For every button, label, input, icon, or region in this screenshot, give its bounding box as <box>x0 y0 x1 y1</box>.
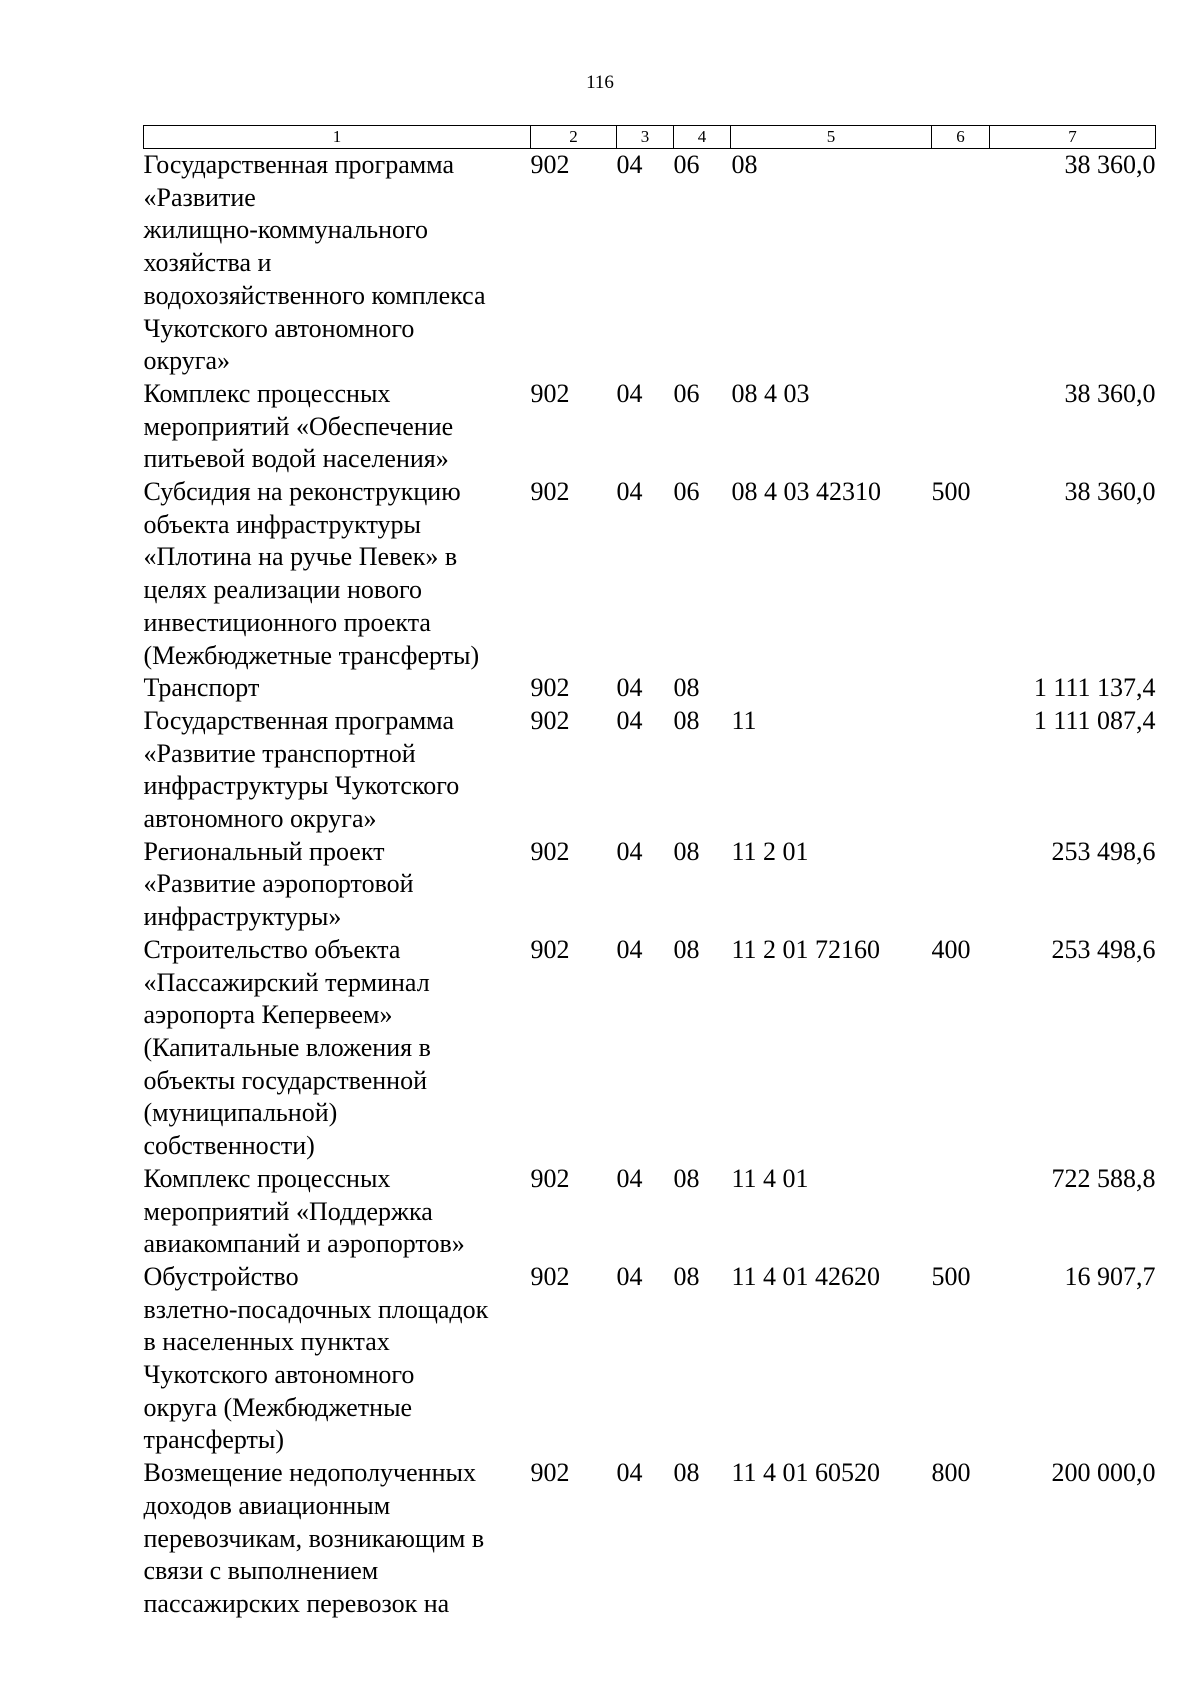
section-code-cell: 04 <box>616 1261 643 1291</box>
row-name-cell <box>144 149 531 378</box>
row-name-line: «Развитие аэропортовой <box>143 869 414 899</box>
column-header-4: 4 <box>674 126 731 149</box>
row-name-line: объекты государственной <box>143 1065 427 1095</box>
amount-cell: 16 907,7 <box>1064 1261 1156 1291</box>
section-code-cell: 04 <box>616 378 643 408</box>
main-manager-code-cell: 902 <box>530 1261 570 1291</box>
row-name-line: мероприятий «Обеспечение <box>143 411 454 441</box>
subsection-code-cell: 08 <box>673 836 700 866</box>
row-name-line: (муниципальной) <box>143 1098 338 1128</box>
row-name-cell <box>144 378 531 476</box>
expense-type-code-cell: 500 <box>931 1261 971 1291</box>
row-name-line: Возмещение недополученных <box>143 1458 476 1488</box>
row-name-line: «Плотина на ручье Певек» в <box>143 542 458 572</box>
table-body <box>144 149 1156 1621</box>
row-name-line: округа (Межбюджетные <box>143 1392 413 1422</box>
row-name-line: Чукотского автономного <box>143 313 415 343</box>
row-name-line: перевозчикам, возникающим в <box>143 1523 485 1553</box>
row-name-line: «Развитие транспортной <box>143 738 416 768</box>
expense-type-code-cell <box>932 378 990 476</box>
row-name-cell <box>144 836 531 934</box>
section-code-cell: 04 <box>616 673 643 703</box>
row-name-line: хозяйства и <box>143 248 272 278</box>
target-article-code-cell: 11 2 01 72160 <box>731 934 881 964</box>
row-name-line: пассажирских перевозок на <box>143 1588 450 1618</box>
row-name-cell <box>144 1457 531 1621</box>
column-header-7: 7 <box>990 126 1156 149</box>
expense-type-code-cell <box>932 705 990 836</box>
section-code-cell: 04 <box>616 477 643 507</box>
row-name-cell <box>144 705 531 836</box>
section-code-cell: 04 <box>616 150 643 179</box>
table-row <box>144 705 1156 836</box>
amount-cell: 722 588,8 <box>1051 1163 1156 1193</box>
subsection-code-cell: 08 <box>673 1458 700 1488</box>
row-name-line: Обустройство <box>143 1261 299 1291</box>
target-article-code-cell: 11 4 01 42620 <box>731 1261 881 1291</box>
row-name-line: Транспорт <box>143 673 260 703</box>
subsection-code-cell: 08 <box>673 1163 700 1193</box>
subsection-code-cell: 08 <box>673 1261 700 1291</box>
row-name-cell <box>144 1163 531 1261</box>
row-name-line: доходов авиационным <box>143 1490 391 1520</box>
expense-type-code-cell <box>932 149 990 378</box>
target-article-code-cell: 08 <box>731 150 758 179</box>
table-row <box>144 1261 1156 1457</box>
main-manager-code-cell: 902 <box>530 836 570 866</box>
row-name-line: Государственная программа <box>143 705 455 735</box>
row-name-line: трансферты) <box>143 1425 285 1455</box>
amount-cell: 1 111 087,4 <box>1033 705 1156 735</box>
target-article-code-cell: 08 4 03 <box>731 378 810 408</box>
row-name-cell <box>144 672 531 705</box>
section-code-cell: 04 <box>616 836 643 866</box>
row-name-line: авиакомпаний и аэропортов» <box>143 1229 465 1259</box>
subsection-code-cell: 08 <box>673 673 700 703</box>
column-header-6: 6 <box>932 126 990 149</box>
target-article-code-cell: 11 <box>731 705 757 735</box>
subsection-code-cell: 08 <box>673 934 700 964</box>
column-header-5: 5 <box>731 126 932 149</box>
expense-type-code-cell: 800 <box>931 1458 971 1488</box>
row-name-line: «Пассажирский терминал <box>143 967 430 997</box>
table-row <box>144 1163 1156 1261</box>
main-manager-code-cell: 902 <box>530 1458 570 1488</box>
row-name-line: аэропорта Кепервеем» <box>143 1000 393 1030</box>
expense-type-code-cell <box>932 672 990 705</box>
expense-type-code-cell <box>932 1163 990 1261</box>
row-name-line: объекта инфраструктуры <box>143 509 421 539</box>
section-code-cell: 04 <box>616 1458 643 1488</box>
main-manager-code-cell: 902 <box>530 673 570 703</box>
row-name-line: водохозяйственного комплекса <box>143 280 486 310</box>
row-name-line: округа» <box>143 346 230 376</box>
column-number-header-row <box>144 126 1156 149</box>
table-row <box>144 934 1156 1163</box>
amount-cell: 253 498,6 <box>1051 934 1156 964</box>
page-number: 116 <box>586 72 614 93</box>
subsection-code-cell: 06 <box>673 378 700 408</box>
row-name-line: собственности) <box>143 1131 315 1161</box>
row-name-line: (Капитальные вложения в <box>143 1032 431 1062</box>
amount-cell: 200 000,0 <box>1051 1458 1156 1488</box>
row-name-line: инвестиционного проекта <box>143 607 431 637</box>
expense-type-code-cell: 500 <box>931 477 971 507</box>
main-manager-code-cell: 902 <box>530 477 570 507</box>
row-name-line: взлетно-посадочных площадок <box>143 1294 489 1324</box>
section-code-cell: 04 <box>616 934 643 964</box>
amount-cell: 38 360,0 <box>1064 150 1156 179</box>
row-name-line: Чукотского автономного <box>143 1360 415 1390</box>
row-name-cell <box>144 1261 531 1457</box>
main-manager-code-cell: 902 <box>530 705 570 735</box>
table-row <box>144 836 1156 934</box>
expense-type-code-cell: 400 <box>931 934 971 964</box>
row-name-line: Субсидия на реконструкцию <box>143 477 461 507</box>
row-name-line: целях реализации нового <box>143 575 422 605</box>
section-code-cell: 04 <box>616 1163 643 1193</box>
row-name-line: связи с выполнением <box>143 1556 379 1586</box>
amount-cell: 38 360,0 <box>1064 477 1156 507</box>
amount-cell: 1 111 137,4 <box>1033 673 1156 703</box>
row-name-line: мероприятий «Поддержка <box>143 1196 433 1226</box>
row-name-line: инфраструктуры Чукотского <box>143 771 460 801</box>
row-name-line: Комплекс процессных <box>143 1163 391 1193</box>
amount-cell: 253 498,6 <box>1051 836 1156 866</box>
row-name-line: в населенных пунктах <box>143 1327 390 1357</box>
row-name-line: Строительство объекта <box>143 934 401 964</box>
amount-cell: 38 360,0 <box>1064 378 1156 408</box>
row-name-cell <box>144 934 531 1163</box>
table-row <box>144 378 1156 476</box>
target-article-code-cell: 08 4 03 42310 <box>731 477 881 507</box>
target-article-code-cell: 11 2 01 <box>731 836 809 866</box>
row-name-line: автономного округа» <box>143 804 377 834</box>
table-row <box>144 476 1156 672</box>
row-name-line: жилищно-коммунального <box>143 215 429 245</box>
main-manager-code-cell: 902 <box>530 1163 570 1193</box>
expense-type-code-cell <box>932 836 990 934</box>
row-name-line: «Развитие <box>143 182 256 212</box>
table-row <box>144 672 1156 705</box>
subsection-code-cell: 06 <box>673 150 700 179</box>
row-name-line: Государственная программа <box>143 150 455 179</box>
target-article-code-cell: 11 4 01 <box>731 1163 809 1193</box>
row-name-cell <box>144 476 531 672</box>
column-header-3: 3 <box>617 126 674 149</box>
row-name-line: (Межбюджетные трансферты) <box>143 640 480 670</box>
target-article-code-cell <box>731 672 932 705</box>
column-header-2: 2 <box>531 126 617 149</box>
table-row <box>144 149 1156 378</box>
row-name-line: питьевой водой населения» <box>143 444 449 474</box>
main-manager-code-cell: 902 <box>530 934 570 964</box>
target-article-code-cell: 11 4 01 60520 <box>731 1458 881 1488</box>
main-manager-code-cell: 902 <box>530 150 570 179</box>
subsection-code-cell: 06 <box>673 477 700 507</box>
row-name-line: Региональный проект <box>143 836 385 866</box>
subsection-code-cell: 08 <box>673 705 700 735</box>
row-name-line: Комплекс процессных <box>143 378 391 408</box>
row-name-line: инфраструктуры» <box>143 902 342 932</box>
column-header-1: 1 <box>144 126 531 149</box>
budget-table <box>143 125 1156 1621</box>
section-code-cell: 04 <box>616 705 643 735</box>
table-row <box>144 1457 1156 1621</box>
main-manager-code-cell: 902 <box>530 378 570 408</box>
